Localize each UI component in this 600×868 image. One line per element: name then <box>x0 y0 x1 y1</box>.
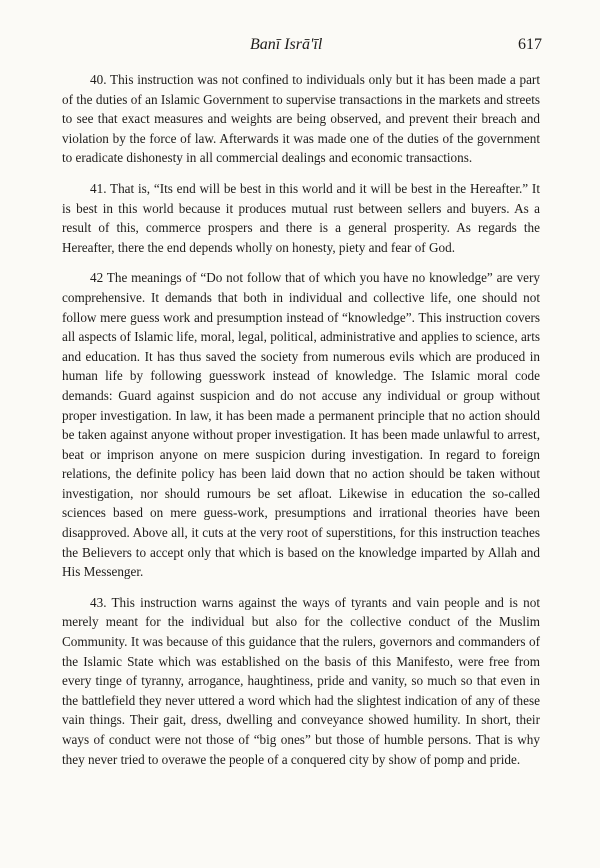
note-43-paragraph: 43. This instruction warns against the ways of tyrants and vain people and is not merely meant for the individual but also for the collective conduct of the Muslim Community. It was because of this guidance that the rulers, governors and commanders of the Islamic State which was established on the basis of this Manifesto, were free from every tinge of tyranny, arrogance, haughtiness, pride and vanity, so much so that even in the battlefield they never uttered a word which had the slightest indication of any of these vain things. Their gait, dress, dwelling and conveyance showed humility. In short, their ways of conduct were not those of “big ones” but those of humble persons. That is why they never tried to overawe the people of a conquered city by show of pomp and pride. <box>62 594 540 767</box>
page-number: 617 <box>518 36 542 53</box>
note-40-paragraph: 40. This instruction was not confined to individuals only but it has been made a part of the duties of an Islamic Government to supervise transactions in the markets and streets to see that exact measures and weights are being observed, and prevent their breach and violation by the force of law. Afterwards it was made one of the duties of the government to eradicate dishonesty in all commercial dealings and economic transactions. <box>62 72 540 166</box>
running-title: Banī Isrā'īl <box>250 36 323 53</box>
note-41-paragraph: 41. That is, “Its end will be best in this world and it will be best in the Hereafter.” It is best in this world because it produces mutual rust between sellers and buyers. As a result of this, commerce prospers and there is a general prosperity. As regards the Hereafter, there the end depends wholly on honesty, piety and fear of God. <box>62 180 540 255</box>
note-42-paragraph: 42 The meanings of “Do not follow that of which you have no knowledge” are very comprehensive. It demands that both in individual and collective life, one should not follow mere guess work and presumption instead of “knowledge”. This instruction covers all aspects of Islamic life, moral, legal, political, administrative and applies to science, arts and education. It has thus saved the society from numerous evils which are produced in human life by following guesswork instead of knowledge. The Islamic moral code demands: Guard against suspicion and do not accuse any individual or group without proper investigation. In law, it has been made a permanent principle that no action should be taken against anyone without proper investigation. It has been made unlawful to arrest, beat or imprison anyone on mere suspicion during investigation. In regard to foreign relations, the definite policy has been laid down that no action should be taken without investigation, nor should rumours be set afloat. Likewise in education the so-called sciences based on mere guess-work, presumptions and irrational theories have been disapproved. Above all, it cuts at the very root of superstitions, for this instruction teaches the Believers to accept only that which is based on the knowledge imparted by Allah and His Messenger. <box>62 270 540 580</box>
commentary-body <box>62 70 540 780</box>
page-header <box>0 36 600 60</box>
